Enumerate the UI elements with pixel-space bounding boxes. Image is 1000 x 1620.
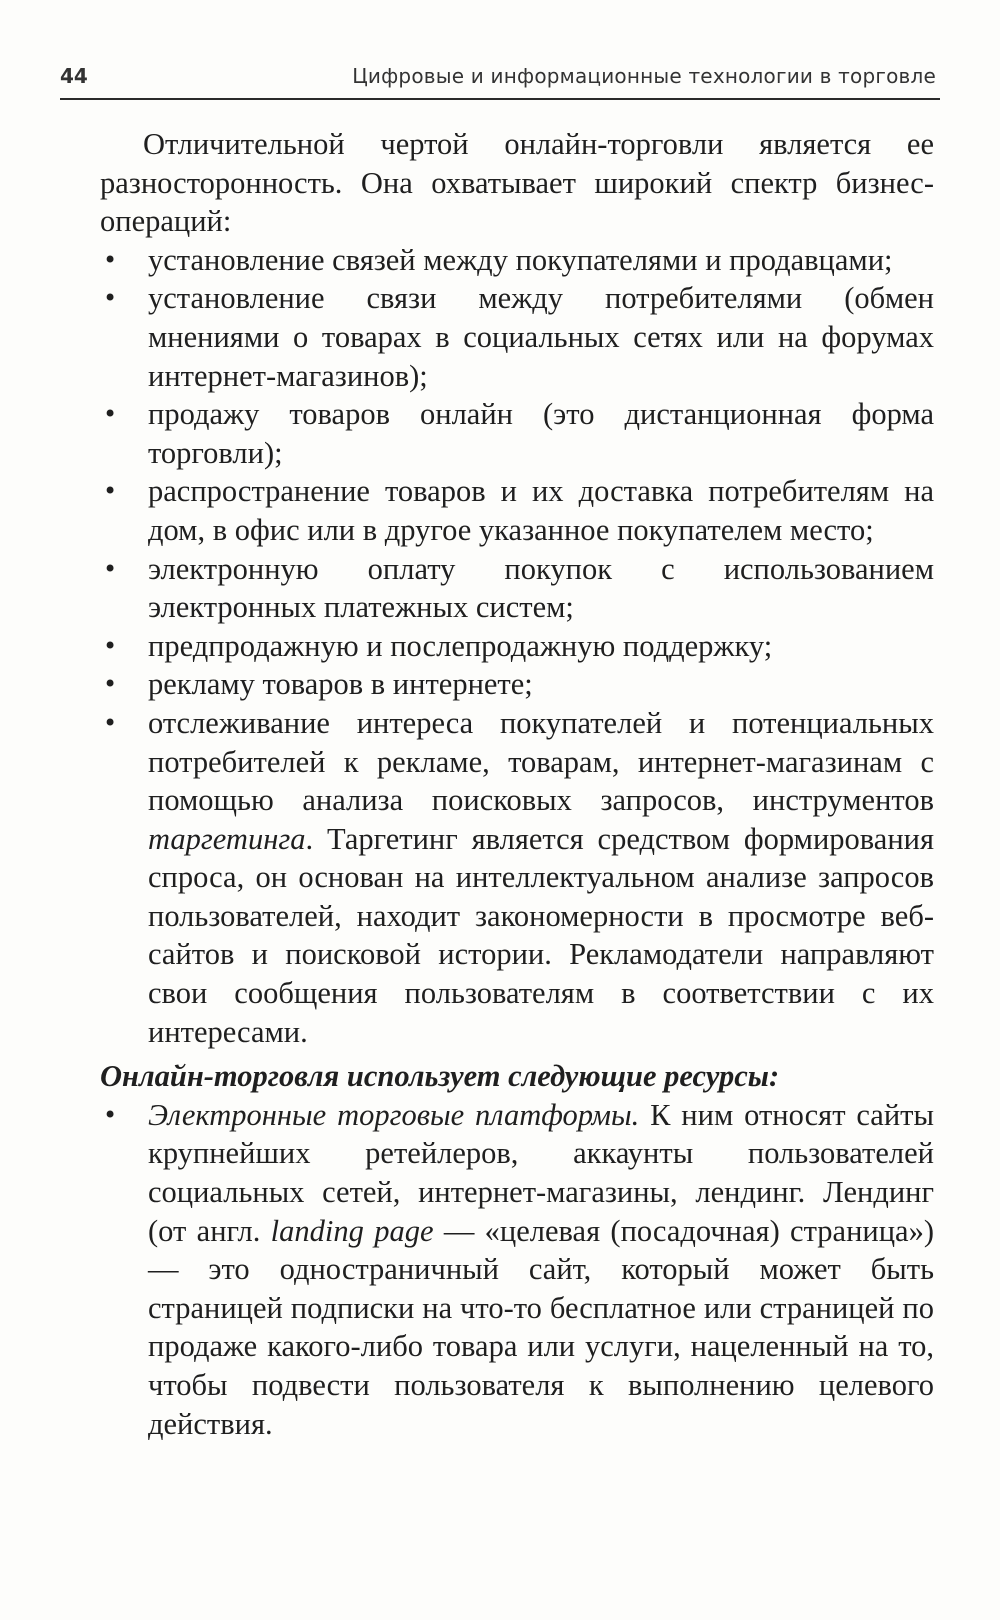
targeting-term: таргетинга (148, 821, 306, 856)
operations-list (100, 241, 934, 1051)
page-number: 44 (60, 64, 88, 88)
list-item: • электронную оплату покупок с использованием электронных платежных систем; (103, 551, 934, 625)
bullet-icon: • (103, 284, 118, 313)
resources-heading: Онлайн-торговля использует следующие ресурсы: (100, 1059, 780, 1094)
platforms-term: Электронные торговые платформы. (148, 1097, 640, 1132)
bullet-icon: • (103, 245, 118, 274)
list-item: • распространение товаров и их доставка потребителям на дом, в офис или в другое указанное покупателем место; (103, 474, 934, 547)
list-item-platforms (100, 1096, 934, 1443)
bullet-icon: • (103, 670, 118, 699)
list-item: • установление связей между покупателями и продавцами; (100, 241, 934, 280)
bullet-icon: • (103, 631, 118, 660)
resources-list (100, 1096, 934, 1443)
running-title: Цифровые и информационные технологии в торговле (352, 64, 936, 88)
list-item: • предпродажную и послепродажную поддержку; (100, 627, 934, 666)
bullet-icon: • (103, 1100, 118, 1129)
running-head (60, 58, 940, 100)
targeting-text-before: отслеживание интереса покупателей и потенциальных потребителей к рекламе, товарам, интернет-магазинам с помощью анализа поисковых запросов, инструментов (148, 705, 934, 818)
bullet-icon: • (103, 400, 118, 429)
bullet-icon: • (103, 708, 118, 737)
list-item: • установление связи между потребителями (обмен мнениями о товарах в социальных сетях или на форумах интернет-магазинов); (103, 281, 934, 393)
list-item-targeting (100, 704, 934, 1051)
targeting-text-after: . Таргетинг является средством формирования спроса, он основан на интеллектуальном анализе запросов пользователей, находит закономерности в просмотре веб-сайтов и поисковой истории. Рекламодатели направляют свои сообщения пользователям в соответствии с их интересами. (148, 821, 934, 1049)
platforms-text-2: — «целевая (посадочная) страница») — это одностраничный сайт, который может быть страницей подписки на что-то бесплатное или страницей по продаже какого-либо товара или услуги, нацеленный на то, чтобы подвести пользователя к выполнению целевого действия. (148, 1213, 934, 1441)
list-item: • продажу товаров онлайн (это дистанционная форма торговли); (103, 397, 934, 470)
landing-page-term: landing page (270, 1213, 434, 1248)
body-text (100, 125, 934, 1443)
platforms-text-1: К ним относят сайты крупнейших ретейлеров, аккаунты пользователей социальных сетей, интернет-магазины, лендинг. Лендинг (от англ. (148, 1097, 934, 1248)
bullet-icon: • (103, 477, 118, 506)
intro-paragraph: Отличительной чертой онлайн-торговли является ее разносторонность. Она охватывает широкий спектр бизнес-операций: (100, 127, 934, 239)
list-item: • рекламу товаров в интернете; (100, 665, 934, 704)
bullet-icon: • (103, 554, 118, 583)
